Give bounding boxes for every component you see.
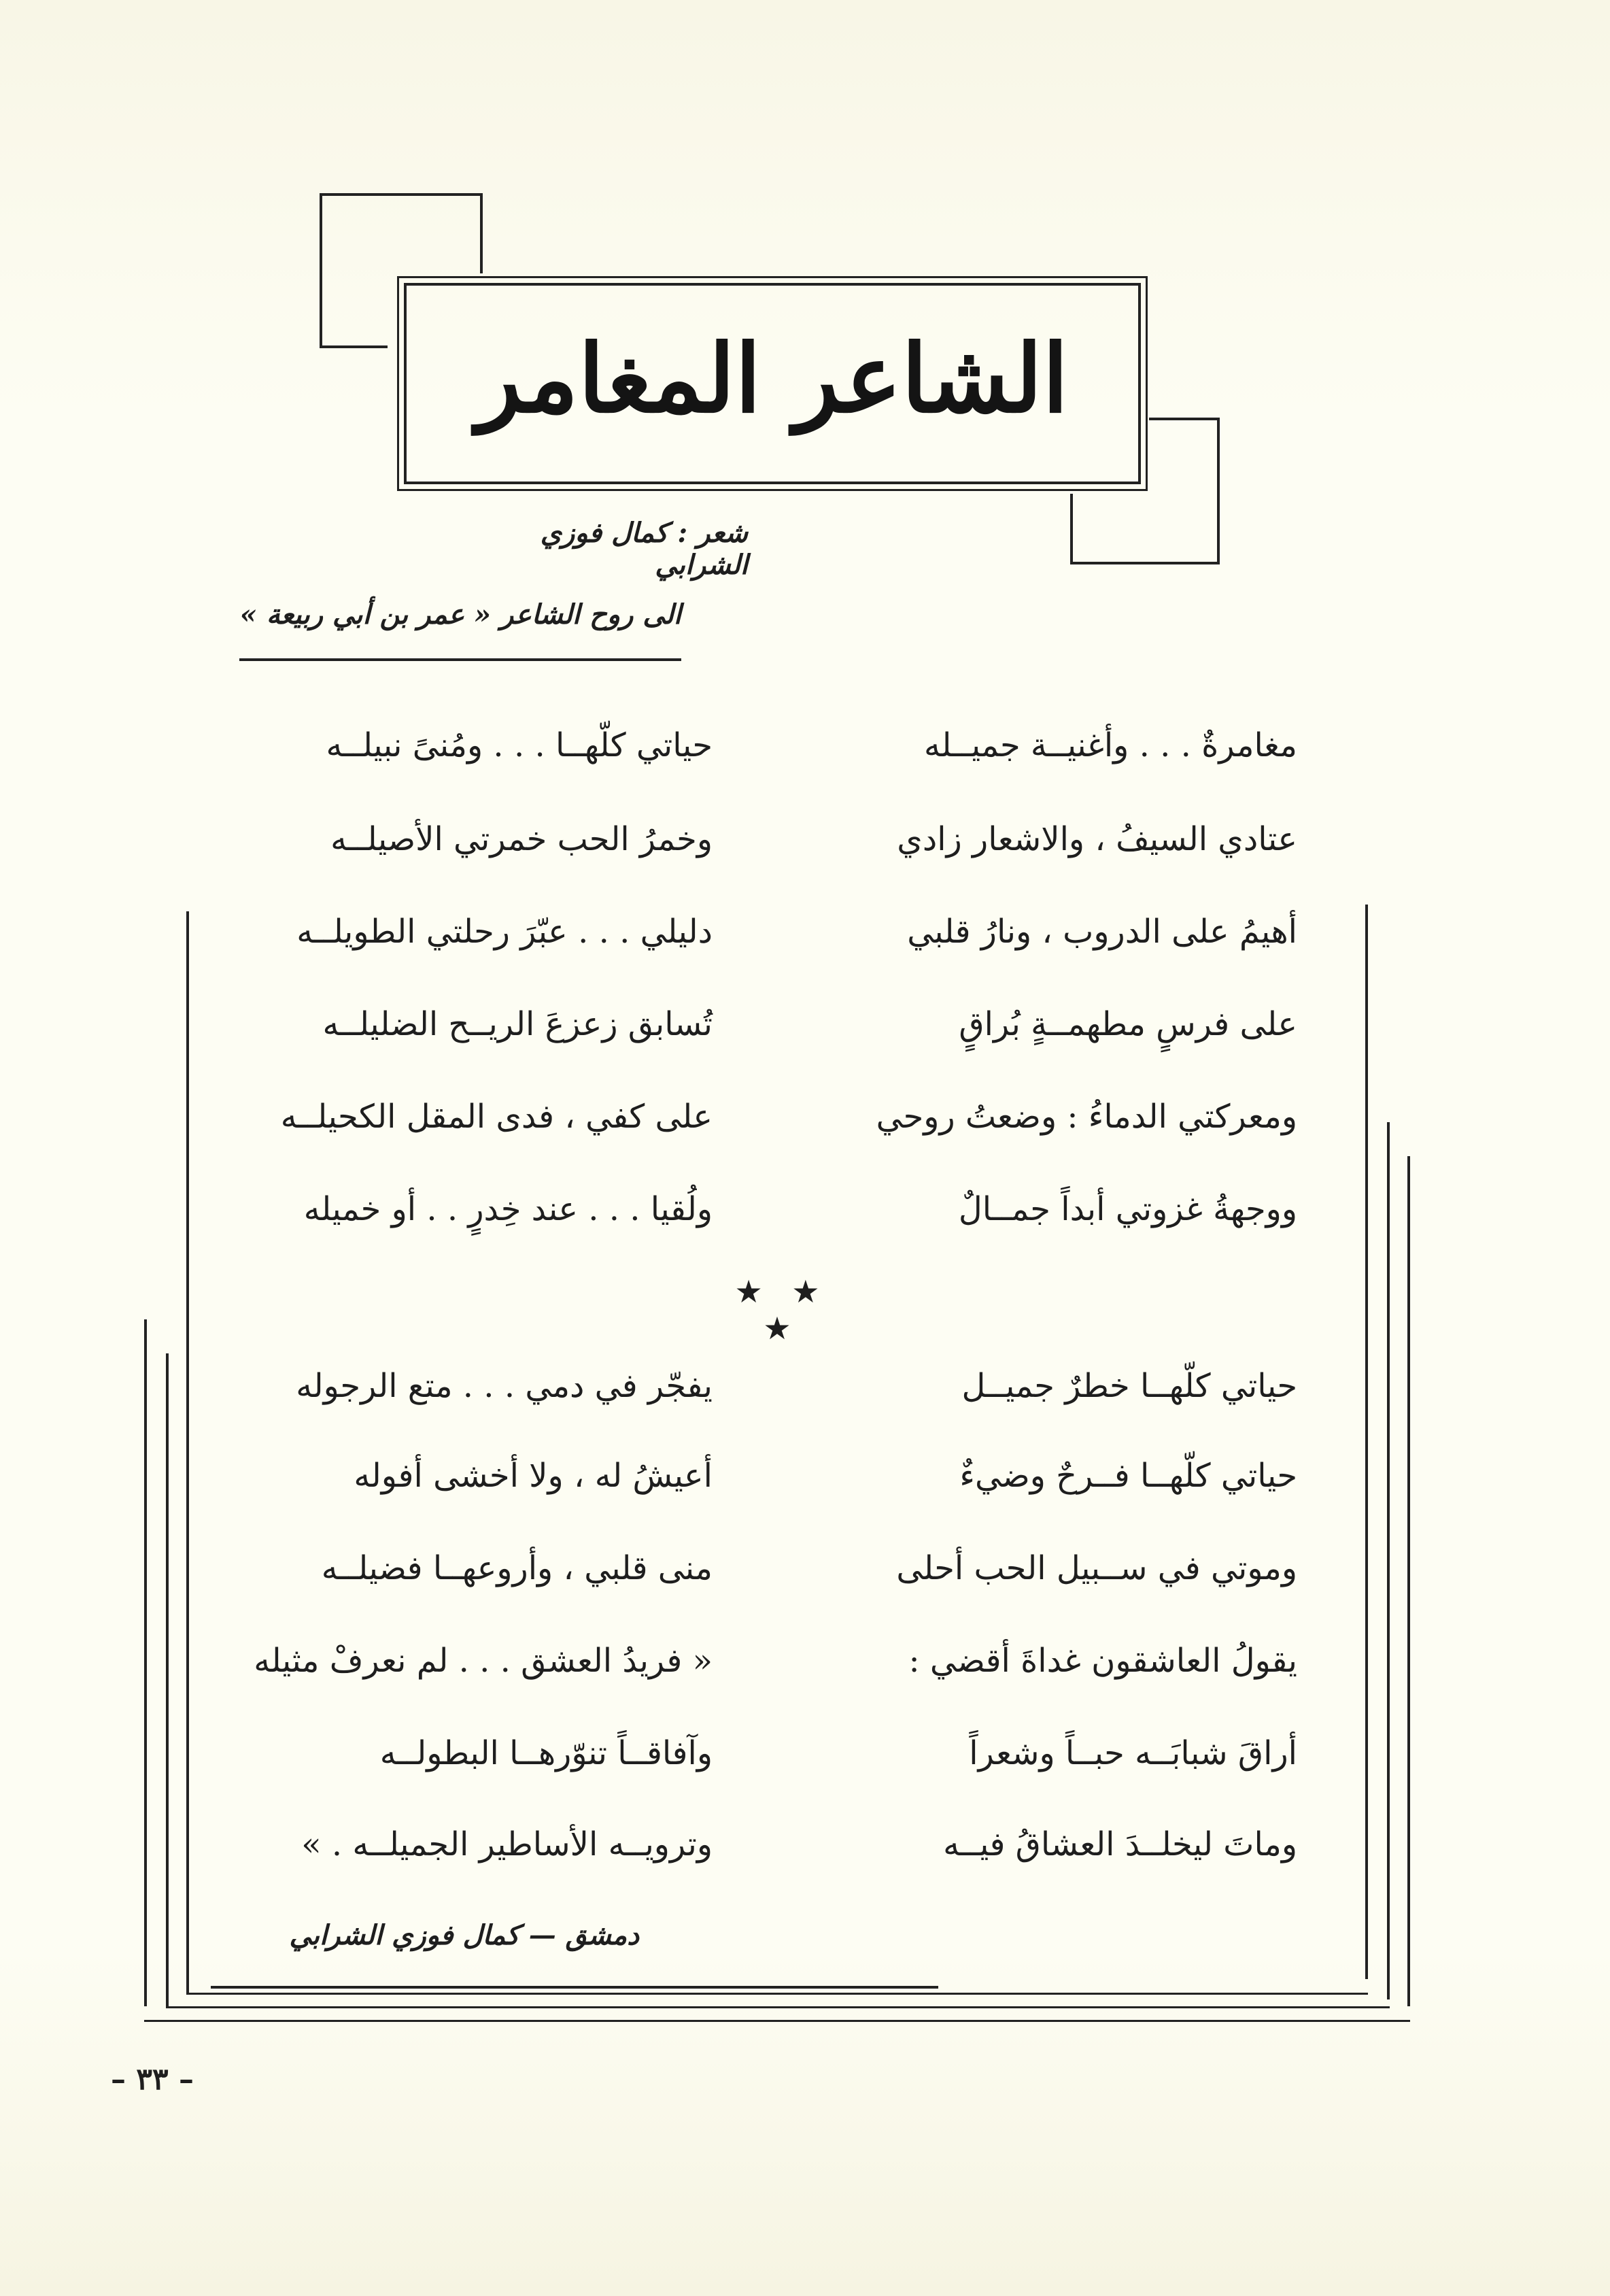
frame-bottom-4: [144, 2020, 1410, 2022]
verse-9-left: منى قلبي ، وأروعهــا فضيلــه: [321, 1549, 713, 1587]
verse-4-left: تُسابق زعزعَ الريــح الضليلــه: [322, 1005, 713, 1043]
frame-right-upper: [1365, 905, 1368, 1979]
title-frame-left-stub: [320, 345, 388, 348]
verse-5-left: على كفي ، فدى المقل الكحيلــه: [280, 1098, 713, 1136]
title-frame-bottom: [1070, 562, 1220, 564]
dedication: الى روح الشاعر « عمر بن أبي ربيعة »: [239, 598, 681, 630]
frame-right-inner: [1387, 1122, 1390, 1999]
signature: دمشق — كمال فوزي الشرابي: [289, 1919, 639, 1951]
frame-left-inner: [166, 1353, 169, 2006]
frame-left-outer: [144, 1319, 147, 2006]
title-frame-right-stub: [1149, 418, 1217, 420]
verse-12-left: وترويــه الأساطير الجميلــه . »: [301, 1825, 713, 1863]
verse-10-left: « فريدُ العشق . . . لم نعرفْ مثيله: [254, 1642, 713, 1680]
page-number: – ٣٣ –: [111, 2062, 194, 2097]
verse-2-right: عتادي السيفُ ، والاشعار زادي: [897, 820, 1297, 858]
stanza-separator: ★ ★ ★: [734, 1273, 829, 1347]
title-frame-bottom-rise: [1070, 494, 1073, 564]
poet-byline: شعر : كمال فوزي الشرابي: [540, 517, 748, 581]
verse-10-right: يقولُ العاشقون غداةَ أقضي :: [908, 1642, 1297, 1680]
verse-1-right: مغامرةٌ . . . وأغنيــة جميــله: [924, 726, 1297, 764]
title-frame-left: [320, 193, 322, 347]
title-frame-top-right-drop: [480, 193, 483, 273]
verse-3-right: أهيمُ على الدروب ، ونارُ قلبي: [907, 913, 1297, 951]
frame-right-outer: [1407, 1156, 1410, 2006]
verse-5-right: ومعركتي الدماءُ : وضعتُ روحي: [876, 1098, 1297, 1136]
frame-left-upper: [186, 911, 189, 1993]
verse-11-left: وآفاقــاً تنوّرهــا البطولــه: [379, 1734, 713, 1772]
frame-bottom-2: [186, 1993, 1368, 1995]
verse-7-right: حياتي كلّهــا خطرٌ جميــل: [961, 1367, 1297, 1405]
verse-12-right: وماتَ ليخلــدَ العشاقُ فيــه: [943, 1825, 1297, 1863]
verse-6-left: ولُقيا . . . عند خِدرٍ . . أو خميله: [303, 1190, 713, 1228]
verse-8-right: حياتي كلّهــا فــرحٌ وضيءٌ: [959, 1457, 1297, 1495]
frame-bottom-3: [166, 2006, 1390, 2008]
title-frame-right: [1217, 418, 1220, 564]
verse-3-left: دليلي . . . عبّرَ رحلتي الطويلــه: [296, 913, 713, 951]
verse-9-right: وموتي في ســبيل الحب أحلى: [896, 1549, 1297, 1587]
poem-title: الشاعر المغامر: [476, 322, 1069, 434]
verse-6-right: ووجهةُ غزوتي أبداً جمــالٌ: [958, 1190, 1297, 1228]
verse-8-left: أعيشُ له ، ولا أخشى أفوله: [354, 1457, 713, 1495]
verse-1-left: حياتي كلّهــا . . . ومُنىً نبيلــه: [326, 726, 713, 764]
frame-bottom-1: [211, 1986, 938, 1989]
dedication-underline: [239, 658, 681, 661]
title-box: [404, 283, 1141, 484]
verse-2-left: وخمرُ الحب خمرتي الأصيلــه: [330, 820, 713, 858]
verse-7-left: يفجّر في دمي . . . متع الرجوله: [296, 1367, 713, 1405]
title-frame-top: [320, 193, 483, 196]
verse-11-right: أراقَ شبابَــه حبــاً وشعراً: [969, 1734, 1297, 1772]
verse-4-right: على فرسٍ مطهمــةٍ بُراقٍ: [959, 1005, 1297, 1043]
